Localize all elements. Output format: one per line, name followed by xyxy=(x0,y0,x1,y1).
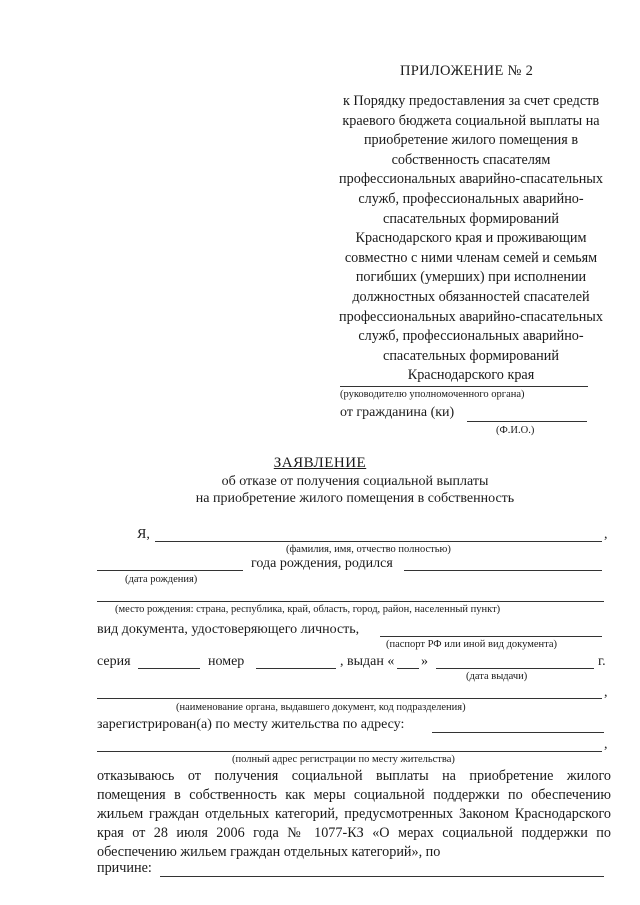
from-citizen-label: от гражданина (ки) xyxy=(340,405,455,420)
appendix-line: совместно с ними членам семей и семьям xyxy=(344,249,598,266)
comma: , xyxy=(604,527,608,542)
statement-title: ЗАЯВЛЕНИЕ xyxy=(273,455,367,471)
address-caption: (полный адрес регистрации по месту жительства) xyxy=(232,754,455,765)
number-label: номер xyxy=(208,654,245,669)
issued-close: » xyxy=(421,654,428,669)
issue-month-year-field[interactable] xyxy=(436,668,594,669)
appendix-line: Краснодарского края и проживающим xyxy=(355,230,587,247)
reason-field[interactable] xyxy=(160,876,604,877)
comma: , xyxy=(604,685,608,700)
issue-date-caption: (дата выдачи) xyxy=(466,671,528,682)
i-label: Я, xyxy=(137,527,150,542)
birth-year-label: года рождения, родился xyxy=(251,556,393,571)
appendix-line: должностных обязанностей спасателей xyxy=(352,288,590,305)
appendix-line: Краснодарского края xyxy=(407,367,535,384)
appendix-header xyxy=(326,92,616,386)
statement-subtitle: об отказе от получения социальной выплаты xyxy=(221,474,489,489)
head-of-authority-field[interactable] xyxy=(340,386,588,387)
appendix-line: служб, профессиональных аварийно- xyxy=(358,328,584,345)
issuer-field[interactable] xyxy=(97,698,602,699)
id-doc-field[interactable] xyxy=(380,636,602,637)
from-citizen-field[interactable] xyxy=(467,421,587,422)
issue-day-field[interactable] xyxy=(397,668,419,669)
series-field[interactable] xyxy=(138,668,200,669)
refusal-text: отказываюсь от получения социальной выплаты на приобретение жилого помещения в собственность как меры социальной поддержки по обеспечению жильем граждан отдельных категорий, предусмотренных Законом Краснодарского края от 28 июля 2006 года № 1077-КЗ «О мерах социальной поддержки по обеспечению жильем граждан отдельных категорий», по xyxy=(97,768,611,860)
statement-subtitle: на приобретение жилого помещения в собственность xyxy=(195,491,515,506)
appendix-title: ПРИЛОЖЕНИЕ № 2 xyxy=(400,63,534,79)
issuer-caption: (наименование органа, выдавшего документ, код подразделения) xyxy=(176,702,466,713)
registered-label: зарегистрирован(а) по месту жительства по адресу: xyxy=(97,717,405,732)
fullname-field[interactable] xyxy=(155,541,602,542)
reason-label: причине: xyxy=(97,860,152,876)
appendix-line: профессиональных аварийно-спасательных xyxy=(339,308,603,325)
appendix-line: спасательных формирований xyxy=(383,210,559,227)
number-field[interactable] xyxy=(256,668,336,669)
appendix-line: к Порядку предоставления за счет средств xyxy=(342,93,600,109)
appendix-line: приобретение жилого помещения в xyxy=(363,132,579,149)
appendix-line: краевого бюджета социальной выплаты на xyxy=(342,112,600,129)
appendix-line: профессиональных аварийно-спасательных xyxy=(339,171,603,188)
head-caption: (руководителю уполномоченного органа) xyxy=(340,389,525,400)
series-label: серия xyxy=(97,654,131,669)
fullname-caption: (фамилия, имя, отчество полностью) xyxy=(286,544,451,555)
birth-date-field[interactable] xyxy=(97,570,243,571)
comma: , xyxy=(604,737,608,752)
appendix-line: служб, профессиональных аварийно- xyxy=(358,190,584,207)
registered-field[interactable] xyxy=(432,732,604,733)
year-suffix: г. xyxy=(598,654,606,669)
birth-date-caption: (дата рождения) xyxy=(125,574,198,585)
id-doc-caption: (паспорт РФ или иной вид документа) xyxy=(386,639,558,650)
address-field[interactable] xyxy=(97,751,602,752)
id-doc-label: вид документа, удостоверяющего личность, xyxy=(97,622,360,637)
fio-caption: (Ф.И.О.) xyxy=(496,425,535,436)
birthplace-field[interactable] xyxy=(97,601,604,602)
appendix-line: собственность спасателям xyxy=(391,151,551,168)
appendix-line: погибших (умерших) при исполнении xyxy=(355,269,587,286)
issued-label: , выдан « xyxy=(340,654,395,669)
birth-extra-field[interactable] xyxy=(404,570,602,571)
appendix-line: спасательных формирований xyxy=(383,347,559,364)
birthplace-caption: (место рождения: страна, республика, край, область, город, район, населенный пункт) xyxy=(115,604,501,615)
